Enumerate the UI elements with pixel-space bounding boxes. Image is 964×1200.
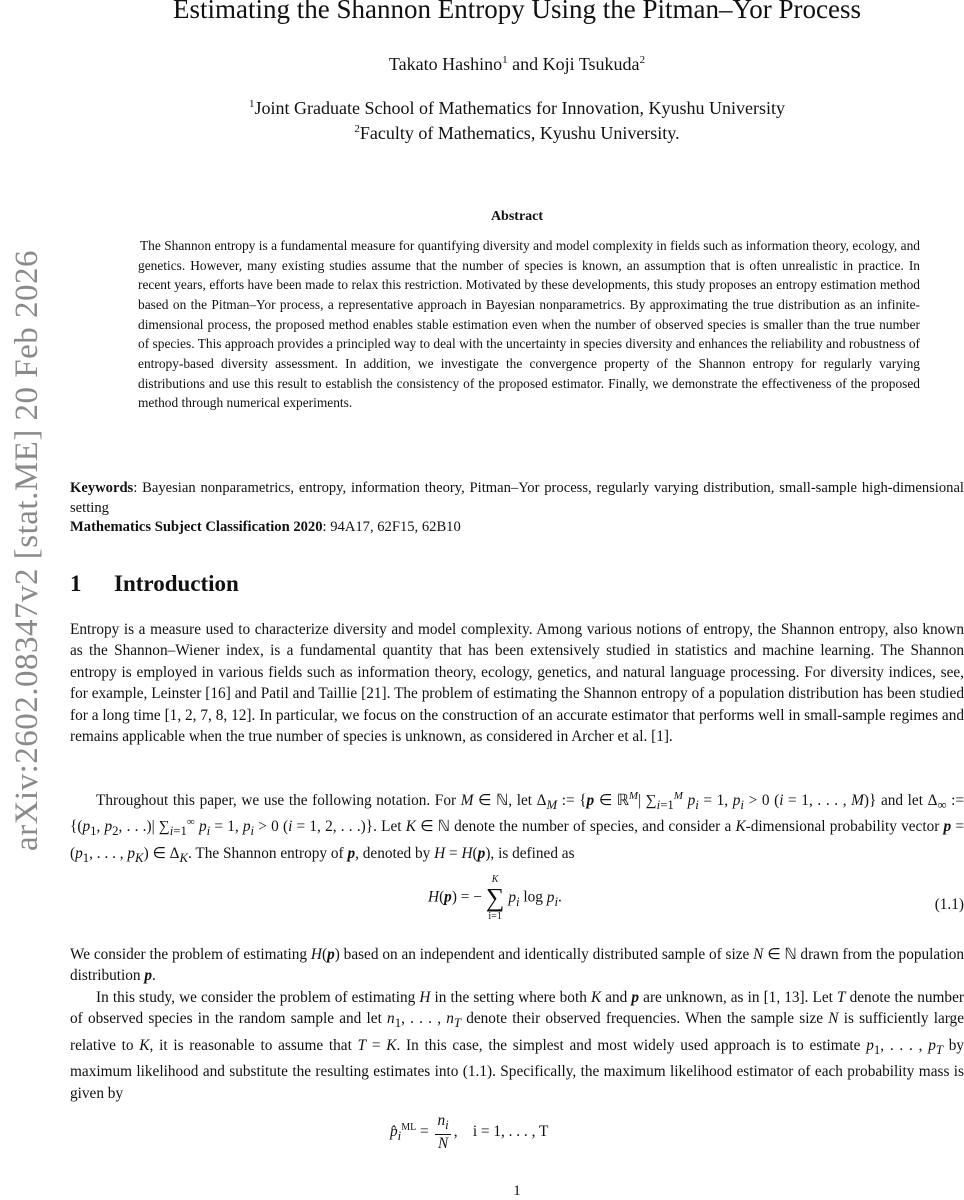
affiliation-2-text: Faculty of Mathematics, Kyushu University. bbox=[359, 123, 680, 143]
p4-text-3: and bbox=[601, 989, 632, 1006]
p2-text-1: Throughout this paper, we use the following notation. For bbox=[96, 792, 461, 809]
equation-ml-estimator bbox=[70, 1112, 964, 1156]
affiliation-1-mark: 1 bbox=[249, 98, 255, 110]
equation-1-1 bbox=[70, 874, 964, 938]
intro-paragraph-3: We consider the problem of estimating H(p) based on an independent and identically distributed sample of size N ∈ ℕ drawn from the population distribution p. bbox=[70, 946, 964, 985]
section-title: Introduction bbox=[114, 571, 239, 596]
affiliation-1-text: Joint Graduate School of Mathematics for Innovation, Kyushu University bbox=[254, 98, 785, 118]
equation-1-1-body: H(p) = − K ∑ i=1 $p_i$ $\log p_i$. bbox=[428, 874, 562, 922]
page-number: 1 bbox=[513, 1183, 521, 1199]
p4-text-1: In this study, we consider the problem of estimating bbox=[96, 989, 420, 1006]
author-conjunction: and bbox=[507, 54, 543, 74]
arxiv-stamp-text: arXiv:2602.08347v2 [stat.ME] 20 Feb 2026 bbox=[9, 249, 46, 851]
intro-paragraph-2: Throughout this paper, we use the following notation. For M ∈ ℕ, let $\Delta_M$ := {p ∈ ℝ$^M$| $\sum_{i=1}^M$ $p_i = 1$, $p_i > 0$ (i = 1, . . . , M)} and let $\Delta_\infty$ := {($p_1$, $p_2$, . . .)| $\sum_{i=1}^\infty$ $p_i = 1$, $p_i > 0$ (i = 1, 2, . . .)}. Let K ∈ ℕ denote the number of species, and consider a K-dimensional probability vector $p = (p_1$, . . . , $p_K$) ∈ $\Delta_K$. The Shannon entropy of p, denoted by H = H(p), is defined as bbox=[70, 789, 964, 865]
msc-text: : 94A17, 62F15, 62B10 bbox=[322, 519, 461, 535]
p4-text-10: by maximum likelihood and substitute the resulting estimates into (1.1). Specifically, the maximum likelihood estimator of each probability mass is given by bbox=[70, 1036, 964, 1102]
p2-text-5: denote the number of species, and consider a bbox=[449, 818, 736, 836]
p3-text-1: We consider the problem of estimating bbox=[70, 946, 311, 963]
p2-text-3: and let bbox=[876, 792, 928, 809]
equation-1-1-tag: (1.1) bbox=[934, 896, 964, 913]
author-line bbox=[70, 54, 964, 75]
affiliations bbox=[70, 96, 964, 146]
summation-symbol: K ∑ i=1 bbox=[485, 874, 505, 922]
abstract-body: The Shannon entropy is a fundamental measure for quantifying diversity and model complexity in fields such as information theory, ecology, and genetics. However, many existing studies assume that the number of species is known, an assumption that is often unrealistic in practice. In recent years, efforts have been made to relax this restriction. Motivated by these developments, this study proposes an entropy estimation method based on the Pitman–Yor process, a representative approach in Bayesian nonparametrics. By approximating the true distribution as an infinite-dimensional process, the proposed method enables stable estimation even when the number of observed species is smaller than the true number of species. This approach provides a principled way to deal with the uncertainty in species diversity and enhances the reliability and robustness of entropy-based diversity assessment. In addition, we investigate the convergence property of the Shannon entropy for regularly varying distributions and use this result to establish the consistency of the proposed estimator. Finally, we demonstrate the effectiveness of the proposed method through numerical experiments. bbox=[138, 238, 920, 411]
paper-title: Estimating the Shannon Entropy Using the Pitman–Yor Process bbox=[173, 0, 861, 24]
p2-text-9: , is defined as bbox=[490, 844, 575, 862]
author-name-2: Koji Tsukuda bbox=[542, 54, 640, 74]
arxiv-identifier-stamp[interactable] bbox=[0, 210, 56, 890]
p3-text-3: drawn from the population distribution bbox=[70, 946, 964, 985]
p3-text-2: based on an independent and identically distributed sample of size bbox=[339, 946, 754, 963]
affiliation-1 bbox=[70, 96, 964, 121]
p4-text-9: . In this case, the simplest and most widely used approach is to estimate bbox=[396, 1036, 867, 1054]
index-range: i = 1, . . . , T bbox=[472, 1123, 549, 1141]
p4-text-8: , it is reasonable to assume that bbox=[149, 1036, 358, 1054]
p2-text-8: , denoted by bbox=[355, 844, 435, 862]
abstract-heading: Abstract bbox=[490, 209, 544, 224]
keywords-text: : Bayesian nonparametrics, entropy, information theory, Pitman–Yor process, regularly varying distribution, small-sample high-dimensional setting bbox=[70, 480, 964, 516]
section-heading-introduction bbox=[70, 571, 239, 597]
msc-label: Mathematics Subject Classification 2020 bbox=[70, 519, 323, 535]
p4-text-2: in the setting where both bbox=[430, 989, 591, 1006]
keywords-line bbox=[70, 479, 964, 518]
affiliation-2 bbox=[70, 121, 964, 146]
affiliation-mark-2: 2 bbox=[639, 54, 646, 66]
p2-text-4: . Let bbox=[373, 818, 406, 836]
equation-ml-body: $p̂_i^{ML}$ = $\frac{n_i}{N}$ , i = 1, . . . , T bbox=[390, 1112, 549, 1153]
p2-text-2: , let bbox=[508, 792, 537, 809]
p4-text-7: is sufficiently large relative to bbox=[70, 1010, 964, 1054]
msc-line bbox=[70, 518, 964, 538]
intro-paragraph-1: Entropy is a measure used to characterize diversity and model complexity. Among various notions of entropy, the Shannon entropy, also known as the Shannon–Wiener index, is a fundamental quantity that has been extensively studied in statistics and machine learning. The Shannon entropy is employed in various fields such as information theory, ecology, genetics, and natural language processing. For diversity indices, see, for example, Leinster [16] and Patil and Taillie [21]. The problem of estimating the Shannon entropy of a population distribution has been studied for a long time [1, 2, 7, 8, 12]. In particular, we focus on the construction of an accurate estimator that performs well in small-sample regimes and remains applicable when the true number of species is unknown, as considered in Archer et al. [1]. bbox=[70, 621, 964, 746]
affiliation-2-mark: 2 bbox=[354, 123, 360, 135]
p4-text-5: denote the number of observed species in the random sample and let bbox=[70, 989, 964, 1028]
keywords-label: Keywords bbox=[70, 480, 134, 496]
intro-paragraph-4: In this study, we consider the problem of estimating H in the setting where both K and p are unknown, as in [1, 13]. Let T denote the number of observed species in the random sample and let $n_1$, . . . , $n_T$ denote their observed frequencies. When the sample size N is sufficiently large relative to K, it is reasonable to assume that T = K. In this case, the simplest and most widely used approach is to estimate $p_1$, . . . , $p_T$ by maximum likelihood and substitute the resulting estimates into (1.1). Specifically, the maximum likelihood estimator of each probability mass is given by bbox=[70, 989, 964, 1102]
fraction-ni-over-n: $\frac{n_i}{N}$ bbox=[437, 1112, 449, 1153]
p2-text-7: . The Shannon entropy of bbox=[187, 844, 348, 862]
p4-text-6: denote their observed frequencies. When the sample size bbox=[461, 1010, 829, 1028]
author-name-1: Takato Hashino bbox=[388, 54, 503, 74]
keywords-block bbox=[70, 479, 964, 538]
p3-text-4: . bbox=[152, 967, 156, 985]
p4-text-4: are unknown, as in [1, 13]. Let bbox=[639, 989, 837, 1006]
affiliation-mark-1: 1 bbox=[502, 54, 508, 66]
section-number: 1 bbox=[70, 571, 82, 596]
p2-text-6: -dimensional probability vector bbox=[745, 818, 944, 836]
